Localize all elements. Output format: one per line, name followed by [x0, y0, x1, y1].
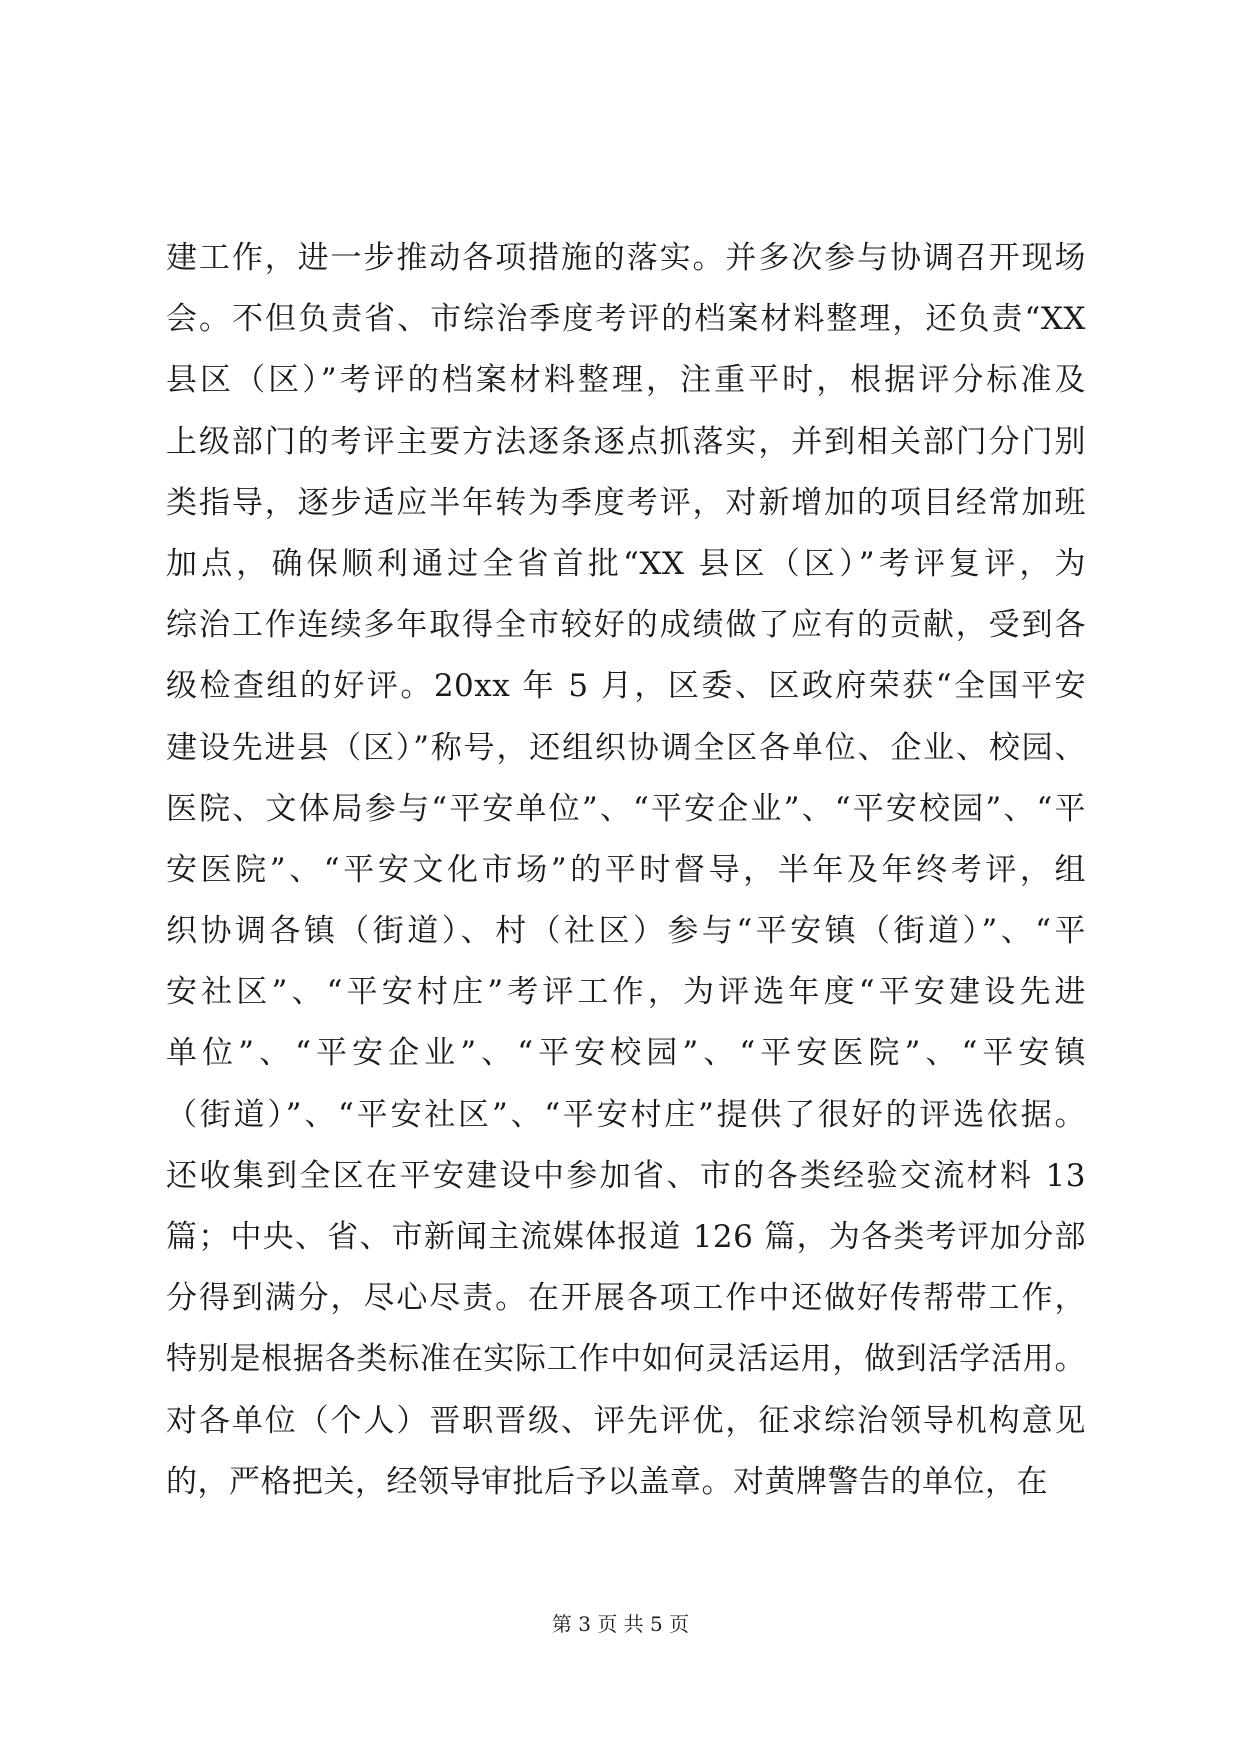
body-text	[166, 228, 1086, 1513]
text-line: 加点，确保顺利通过全省首批“XX 县区（区）”考评复评，为	[166, 545, 1086, 582]
text-line: 分得到满分，尽心尽责。在开展各项工作中还做好传帮带工作，	[166, 1280, 1086, 1317]
text-line: 安医院”、“平安文化市场”的平时督导，半年及年终考评，组	[166, 851, 1086, 888]
text-line: 单位”、“平安企业”、“平安校园”、“平安医院”、“平安镇	[166, 1035, 1086, 1072]
text-line: 特别是根据各类标准在实际工作中如何灵活运用，做到活学活用。	[166, 1341, 1086, 1378]
text-line: 对各单位（个人）晋职晋级、评先评优，征求综治领导机构意见	[166, 1402, 1086, 1439]
text-line: 的，严格把关，经领导审批后予以盖章。对黄牌警告的单位，在	[166, 1463, 1048, 1500]
text-line: 篇；中央、省、市新闻主流媒体报道 126 篇，为各类考评加分部	[166, 1219, 1086, 1255]
text-line: 安社区”、“平安村庄”考评工作，为评选年度“平安建设先进	[166, 974, 1086, 1011]
text-line: 建设先进县（区）”称号，还组织协调全区各单位、企业、校园、	[166, 729, 1086, 766]
text-line: 医院、文体局参与“平安单位”、“平安企业”、“平安校园”、“平	[166, 790, 1086, 827]
text-line: 织协调各镇（街道）、村（社区）参与“平安镇（街道）”、“平	[166, 913, 1086, 950]
text-line: 综治工作连续多年取得全市较好的成绩做了应有的贡献，受到各	[166, 607, 1086, 644]
text-line: 县区（区）”考评的档案材料整理，注重平时，根据评分标准及	[166, 362, 1086, 399]
text-line: 会。不但负责省、市综治季度考评的档案材料整理，还负责“XX	[166, 301, 1086, 338]
text-line: 类指导，逐步适应半年转为季度考评，对新增加的项目经常加班	[166, 484, 1086, 521]
text-line: 上级部门的考评主要方法逐条逐点抓落实，并到相关部门分门别	[166, 423, 1086, 460]
text-line: 还收集到全区在平安建设中参加省、市的各类经验交流材料 13	[166, 1157, 1086, 1194]
text-line: 级检查组的好评。20xx 年 5 月，区委、区政府荣获“全国平安	[166, 668, 1086, 705]
text-line: 建工作，进一步推动各项措施的落实。并多次参与协调召开现场	[166, 240, 1086, 276]
page-number-footer: 第 3 页 共 5 页	[551, 1612, 690, 1636]
text-line: （街道）”、“平安社区”、“平安村庄”提供了很好的评选依据。	[166, 1096, 1086, 1133]
